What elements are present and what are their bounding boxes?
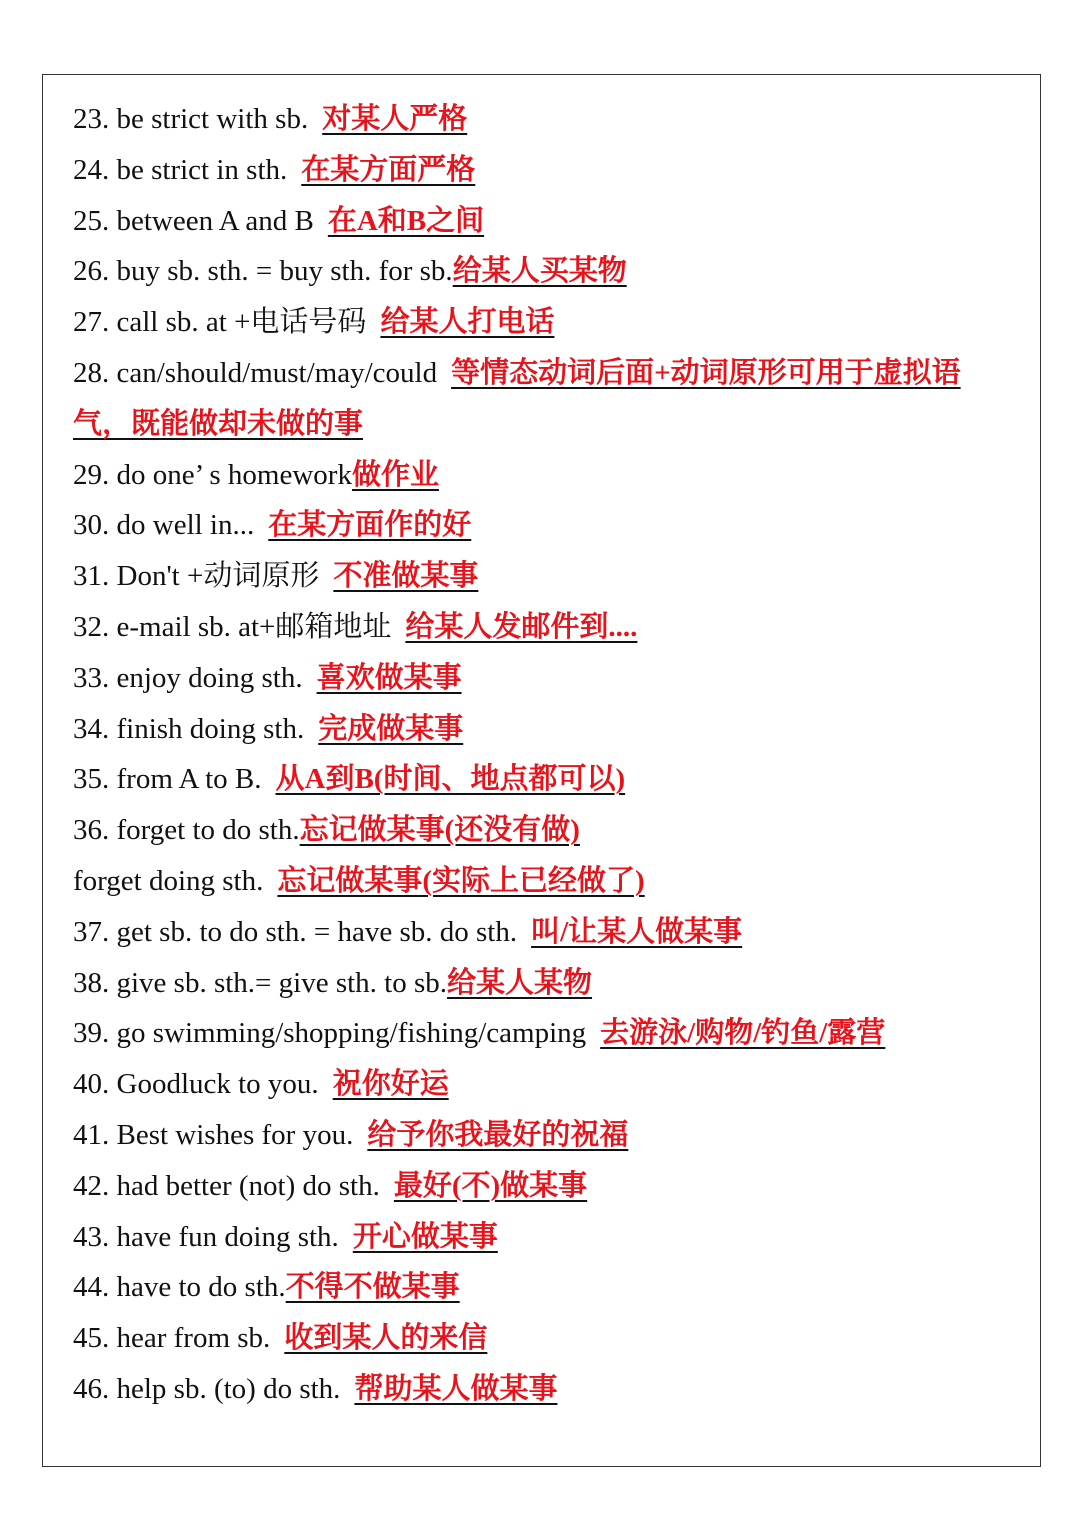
- phrase-entry: [73, 805, 1018, 856]
- phrase-entry: [73, 653, 1018, 704]
- phrase-term: 26. buy sb. sth. = buy sth. for sb.: [73, 255, 453, 288]
- phrase-term: 44. have to do sth.: [73, 1271, 286, 1304]
- phrase-entry: [73, 246, 1018, 297]
- phrase-term: 28. can/should/must/may/could: [73, 356, 438, 389]
- phrase-term: 24. be strict in sth.: [73, 153, 288, 186]
- phrase-term: 33. enjoy doing sth.: [73, 661, 303, 694]
- phrase-entry: [73, 704, 1018, 755]
- phrase-entry: [73, 602, 1018, 653]
- phrase-entry: [73, 1110, 1018, 1161]
- phrase-meaning: 在某方面严格: [301, 153, 476, 186]
- phrase-term: 39. go swimming/shopping/fishing/camping: [73, 1017, 587, 1050]
- phrase-term: forget doing sth.: [73, 864, 264, 897]
- phrase-term: 34. finish doing sth.: [73, 712, 305, 745]
- phrase-entry: [73, 1008, 1018, 1059]
- phrase-entry: [73, 1059, 1018, 1110]
- phrase-term: 36. forget to do sth.: [73, 814, 300, 847]
- phrase-entry: [73, 856, 1018, 907]
- phrase-entry: [73, 551, 1018, 602]
- phrase-term: 41. Best wishes for you.: [73, 1118, 354, 1151]
- phrase-meaning: 收到某人的来信: [284, 1322, 488, 1355]
- phrase-entry: [73, 1364, 1018, 1415]
- phrase-entry: [73, 94, 1018, 145]
- phrase-meaning: 做作业: [351, 458, 439, 491]
- phrase-meaning: 不准做某事: [333, 560, 479, 593]
- phrase-entry: [73, 348, 1018, 450]
- phrase-term: 25. between A and B: [73, 204, 314, 237]
- phrase-term: 42. had better (not) do sth.: [73, 1169, 380, 1202]
- phrase-entry: [73, 1262, 1018, 1313]
- phrase-term: 37. get sb. to do sth. = have sb. do sth.: [73, 915, 518, 948]
- phrase-meaning: 给某人打电话: [380, 306, 555, 339]
- phrase-entry: [73, 1313, 1018, 1364]
- phrase-entry: [73, 958, 1018, 1009]
- phrase-meaning: 从A到B(时间、地点都可以): [275, 763, 626, 796]
- phrase-entry: [73, 450, 1018, 501]
- phrase-entry: [73, 500, 1018, 551]
- phrase-entry: [73, 145, 1018, 196]
- phrase-term: 31. Don't +动词原形: [73, 560, 320, 593]
- phrase-term: 40. Goodluck to you.: [73, 1068, 319, 1101]
- phrase-meaning: 忘记做某事(还没有做): [299, 814, 580, 847]
- phrase-term: 45. hear from sb.: [73, 1322, 271, 1355]
- phrase-meaning: 祝你好运: [332, 1068, 449, 1101]
- phrase-meaning: 帮助某人做某事: [354, 1372, 558, 1405]
- phrase-term: 38. give sb. sth.= give sth. to sb.: [73, 966, 448, 999]
- phrase-meaning: 喜欢做某事: [316, 661, 462, 694]
- phrase-term: 30. do well in...: [73, 509, 255, 542]
- phrase-meaning: 给予你我最好的祝福: [367, 1118, 629, 1151]
- phrase-meaning: 在A和B之间: [327, 204, 485, 237]
- phrase-meaning: 对某人严格: [322, 103, 468, 135]
- phrase-term: 35. from A to B.: [73, 763, 262, 796]
- phrase-term: 46. help sb. (to) do sth.: [73, 1372, 341, 1405]
- phrase-entry: [73, 754, 1018, 805]
- phrase-term: 32. e-mail sb. at+邮箱地址: [73, 610, 392, 643]
- phrase-term: 23. be strict with sb.: [73, 103, 309, 135]
- phrase-meaning: 去游泳/购物/钓鱼/露营: [600, 1017, 886, 1050]
- phrase-meaning: 给某人买某物: [452, 255, 627, 288]
- phrase-entry: [73, 1161, 1018, 1212]
- phrase-entry: [73, 907, 1018, 958]
- phrase-meaning: 完成做某事: [318, 712, 464, 745]
- phrase-entry: [73, 196, 1018, 247]
- phrase-term: 43. have fun doing sth.: [73, 1220, 339, 1253]
- phrase-term: 29. do one’ s homework: [73, 458, 352, 491]
- phrase-meaning: 不得不做某事: [285, 1271, 460, 1304]
- phrase-term: 27. call sb. at +电话号码: [73, 306, 367, 339]
- phrase-list: [73, 94, 1018, 1415]
- phrase-entry: [73, 1212, 1018, 1263]
- phrase-meaning: 叫/让某人做某事: [531, 915, 743, 948]
- phrase-meaning: 给某人发邮件到....: [405, 610, 638, 643]
- phrase-entry: [73, 297, 1018, 348]
- phrase-meaning: 给某人某物: [447, 966, 593, 999]
- phrase-meaning: 最好(不)做某事: [393, 1169, 588, 1202]
- phrase-meaning: 开心做某事: [352, 1220, 498, 1253]
- phrase-meaning: 忘记做某事(实际上已经做了): [277, 864, 645, 897]
- phrase-meaning: 在某方面作的好: [268, 509, 472, 542]
- phrase-meaning: 等情态动词后面+动词原形可用于虚拟语气，既能做却未做的事: [73, 356, 961, 440]
